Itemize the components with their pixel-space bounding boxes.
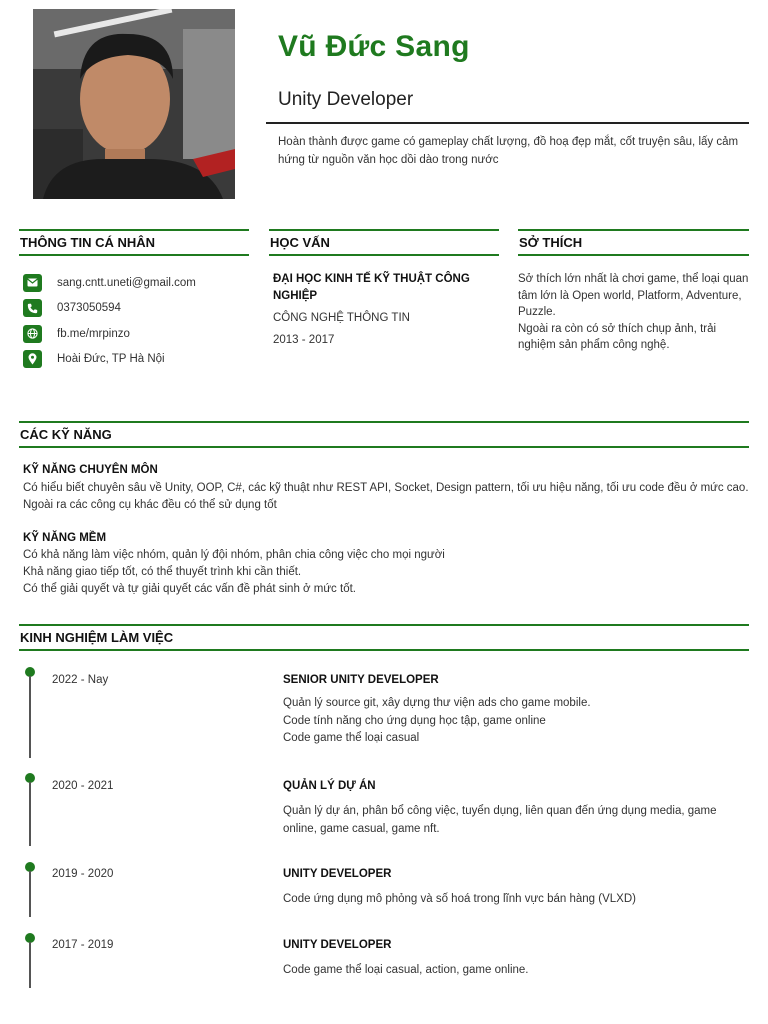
timeline-line: [29, 782, 31, 846]
experience-description: [283, 803, 748, 838]
experience-title: QUẢN LÝ DỰ ÁN: [283, 780, 376, 792]
contact-list: [23, 270, 196, 372]
section-personal-info: [19, 229, 249, 256]
email-icon: [23, 274, 42, 292]
section-experience: [19, 624, 749, 651]
experience-line: Code game thể loại casual, action, game online.: [283, 964, 529, 976]
school-name: ĐẠI HỌC KINH TẾ KỸ THUẬT CÔNG NGHIỆP: [273, 273, 470, 302]
section-title: KINH NGHIỆM LÀM VIỆC: [20, 630, 174, 645]
timeline-line: [29, 942, 31, 988]
experience-date: 2020 - 2021: [52, 780, 114, 792]
hobby-paragraph: Sở thích lớn nhất là chơi game, thể loại quan tâm lớn là Open world, Platform, Adventure, Puzzle.: [518, 273, 749, 318]
soft-skills-list: [23, 547, 751, 598]
phone-icon: [23, 299, 42, 317]
soft-skills-title: KỸ NĂNG MỀM: [23, 532, 107, 544]
experience-title: UNITY DEVELOPER: [283, 939, 392, 951]
globe-icon: [23, 325, 42, 343]
contact-text: sang.cntt.uneti@gmail.com: [57, 276, 196, 289]
experience-date: 2017 - 2019: [52, 939, 114, 951]
contact-text: 0373050594: [57, 302, 121, 315]
soft-skill-line: Có thể giải quyết và tự giải quyết các vấn đề phát sinh ở mức tốt.: [23, 583, 356, 595]
candidate-name: Vũ Đức Sang: [278, 30, 470, 63]
hard-skills-text: Có hiểu biết chuyên sâu về Unity, OOP, C#, các kỹ thuật như REST API, Socket, Design pattern, tối ưu hiệu năng, tối ưu code đều ở mức cao. Ngoài ra các công cụ khác đều có thể sử dụng tốt: [23, 482, 749, 511]
section-title: THÔNG TIN CÁ NHÂN: [20, 235, 156, 250]
education-years: 2013 - 2017: [273, 334, 335, 346]
contact-text: fb.me/mrpinzo: [57, 327, 130, 340]
experience-description: [283, 962, 748, 980]
soft-skill-line: Có khả năng làm việc nhóm, quản lý đội nhóm, phân chia công việc cho mọi người: [23, 549, 445, 561]
section-education: [269, 229, 499, 256]
contact-phone[interactable]: [23, 296, 196, 322]
section-skills: [19, 421, 749, 448]
experience-line: Code ứng dụng mô phỏng và số hoá trong lĩnh vực bán hàng (VLXD): [283, 893, 636, 905]
major: CÔNG NGHỆ THÔNG TIN: [273, 312, 410, 324]
timeline-line: [29, 871, 31, 917]
hard-skills-title: KỸ NĂNG CHUYÊN MÔN: [23, 464, 158, 476]
experience-date: 2019 - 2020: [52, 868, 114, 880]
soft-skill-line: Khả năng giao tiếp tốt, có thể thuyết trình khi cần thiết.: [23, 566, 302, 578]
profile-photo-image: [33, 9, 235, 199]
section-title: CÁC KỸ NĂNG: [20, 427, 112, 442]
section-title: SỞ THÍCH: [519, 235, 583, 250]
contact-website[interactable]: [23, 321, 196, 347]
hobby-paragraph: Ngoài ra còn có sở thích chụp ảnh, trải nghiệm sản phẩm công nghệ.: [518, 322, 717, 351]
location-icon: [23, 350, 42, 368]
section-hobbies: [518, 229, 749, 256]
contact-text: Hoài Đức, TP Hà Nội: [57, 353, 165, 366]
experience-line: Quản lý dự án, phân bổ công việc, tuyển dụng, liên quan đến ứng dụng media, game online, game casual, game nft.: [283, 805, 717, 835]
section-title: HỌC VẤN: [270, 235, 330, 250]
timeline-line: [29, 676, 31, 758]
contact-email[interactable]: [23, 270, 196, 296]
career-summary: Hoàn thành được game có gameplay chất lượng, đồ hoạ đẹp mắt, cốt truyện sâu, lấy cảm hứng từ nguồn văn học dồi dào trong nước: [278, 136, 739, 166]
experience-line: Quản lý source git, xây dựng thư viện ads cho game mobile.: [283, 697, 591, 709]
experience-title: UNITY DEVELOPER: [283, 868, 392, 880]
experience-title: SENIOR UNITY DEVELOPER: [283, 674, 439, 686]
experience-description: [283, 891, 748, 909]
experience-date: 2022 - Nay: [52, 674, 109, 686]
job-title: Unity Developer: [278, 89, 414, 110]
experience-line: Code tính năng cho ứng dụng học tập, game online: [283, 714, 546, 727]
profile-photo: [33, 9, 235, 199]
experience-line: Code game thể loại casual: [283, 732, 420, 744]
header-divider: [266, 122, 749, 124]
experience-description: [283, 695, 748, 748]
contact-location: [23, 347, 196, 373]
hobbies-text: [518, 271, 750, 354]
